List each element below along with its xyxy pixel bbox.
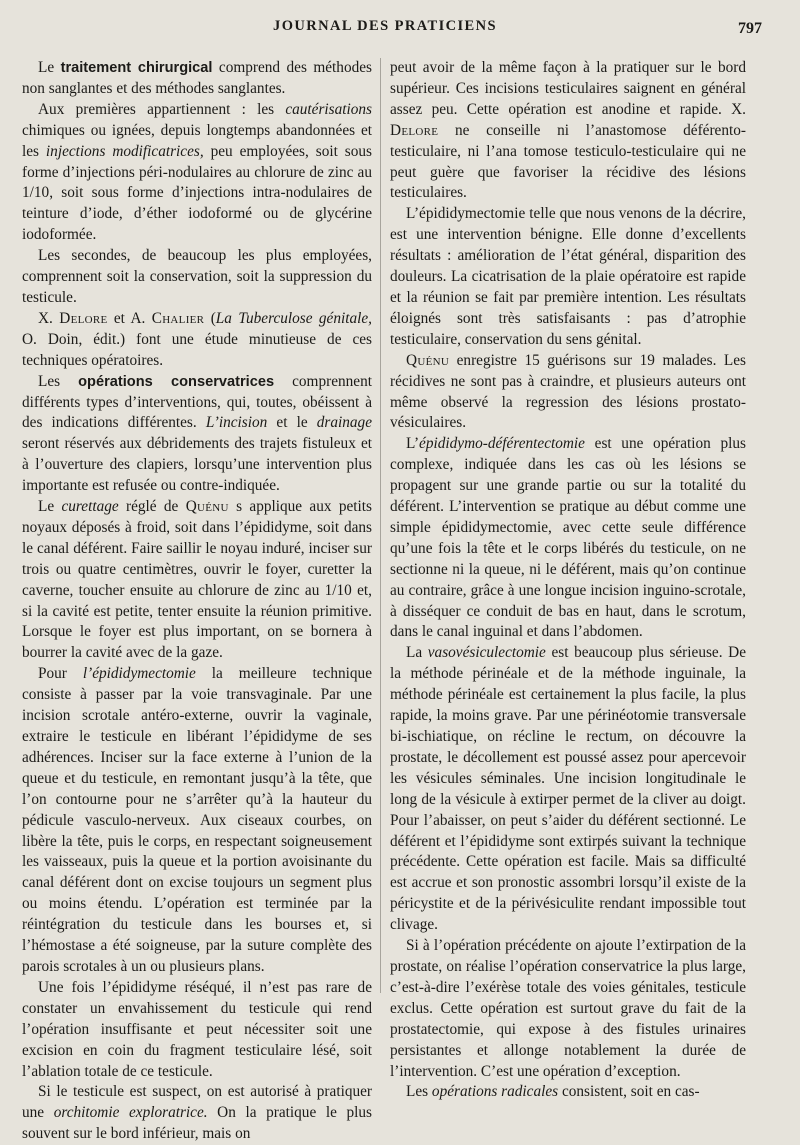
journal-title: JOURNAL DES PRATICIENS <box>273 18 497 34</box>
paragraph: peut avoir de la même façon à la pratiquer sur le bord supérieur. Ces incisions testiculaires saignent en général assez peu. Cette opération est anodine et rapide. X. Delore ne conseille ni l’anastomose déférento-testiculaire, ni l’ana tomose testiculo-testiculaire qui ne peut guère que favoriser la récidive des lésions testiculaires. <box>390 59 746 202</box>
right-column <box>390 58 746 1103</box>
paragraph: La vasovésiculectomie est beaucoup plus sérieuse. De la méthode périnéale et de la méthode inguinale, la méthode périnéale est certainement la plus facile, la plus rapide, la moins grave. Par une périnéotomie transversale bi-ischiatique, on récline le rectum, on découvre la prostate, le décollement est poussé assez pour apercevoir les vésicules séminales. Une incision longitudinale le long de la vésicule à extirper permet de la cliver au doigt. Pour l’abaisser, on peut s’aider du déférent sectionné. Le déférent et l’épididyme sont extirpés suivant la technique précédente. Cette opération est facile. Mais sa difficulté est accrue et son pronostic assombri lorsqu’il existe de la péricystite et de la périvésiculite rendant impossible tout clivage. <box>390 644 746 934</box>
section-heading: opérations conservatrices <box>78 373 275 390</box>
paragraph: Pour l’épididymectomie la meilleure technique consiste à passer par la voie transvaginale. Par une incision scrotale antéro-externe, ouvrir la vaginale, extraire le testicule en libérant l’épididyme de ses adhérences. Inciser sur la face externe à l’union de la queue et du testicule, en remontant jusqu’à la tête, que l’on contourne pour ne s’arrêter qu’à la hauteur du pédicule vasculo-nerveux. Aux ciseaux courbes, on libère la tête, puis le corps, en respectant soigneusement les vaisseaux, puis la queue et la portion avoisinante du canal déférent dont on excise toujours un segment plus ou moins étendu. L’opération est terminée par la réintégration du testicule dans les bourses et, si l’hémostase a été soigneuse, par la suture complète des parois scrotales à un ou plusieurs plans. <box>22 665 372 975</box>
running-header <box>0 18 800 42</box>
column-divider <box>380 58 381 993</box>
paragraph: Les secondes, de beaucoup les plus employées, comprennent soit la conservation, soit la suppression du testicule. <box>22 247 372 306</box>
paragraph: L’épididymectomie telle que nous venons de la décrire, est une intervention bénigne. Elle donne d’excellents résultats : amélioration de l’état général, disparition des douleurs. La cicatrisation de la plaie opératoire est rapide et la réunion se fait par première intention. Les résultats éloignés sont très satisfaisants : pas d’atrophie testiculaire, conservation du sens génital. <box>390 205 746 348</box>
reference-paragraph: X. Delore et A. Chalier (La Tuberculose génitale, O. Doin, édit.) font une étude minutieuse de ces techniques opératoires. <box>22 309 372 369</box>
paragraph: Les opérations conservatrices comprennent différents types d’interventions, qui, toutes, obéissent à des indications différentes. L’incision et le drainage seront réservés aux débridements des trajets fistuleux et à l’ouverture des clapiers, lorsqu’une intervention plus importante est refusée ou contre-indiquée. <box>22 372 372 495</box>
paragraph: Si le testicule est suspect, on est autorisé à pratiquer une orchitomie exploratrice. On la pratique le plus souvent sur le bord inférieur, mais on <box>22 1083 372 1143</box>
paragraph: Quénu enregistre 15 guérisons sur 19 malades. Les récidives ne sont pas à craindre, et plusieurs auteurs ont même observé la regression des lésions prostato-vésiculaires. <box>390 351 746 432</box>
paragraph: Les opérations radicales consistent, soit en cas- <box>406 1083 700 1101</box>
paragraph: Une fois l’épididyme réséqué, il n’est pas rare de constater un envahissement du testicule qui rend l’opération insuffisante et peut nécessiter soit une excision en coin du fragment testiculaire lésé, soit l’ablation totale de ce testicule. <box>22 978 372 1080</box>
paragraph: Aux premières appartiennent : les cautérisations chimiques ou ignées, depuis longtemps abandonnées et les injections modificatrices, peu employées, soit sous forme d’injections péri-nodulaires au chlorure de zinc au 1/10, soit sous forme d’injections intra-nodulaires de teinture d’iode, d’éther iodoformé ou de glycérine iodoformée. <box>22 100 372 244</box>
left-column <box>22 58 372 1145</box>
paragraph: L’épididymo-déférentectomie est une opération plus complexe, indiquée dans les cas où les lésions se propagent sur une grande partie ou sur la totalité du déférent. L’intervention se pratique au début comme une simple épididymectomie, avec cette seule différence qu’une fois la tête et le corps libérés du testicule, on ne sectionne ni la queue, ni le déférent, mais qu’on continue au contraire, grâce à une longue incision inguino-scrotale, à disséquer ce conduit de bas en haut, dans le scrotum, dans le canal inguinal et dans l’abdomen. <box>390 435 746 641</box>
page-number: 797 <box>738 20 762 37</box>
section-heading: traitement chirurgical <box>60 60 213 76</box>
paragraph: Le traitement chirurgical comprend des méthodes non sanglantes et des méthodes sanglantes. <box>22 59 372 97</box>
paragraph: Si à l’opération précédente on ajoute l’extirpation de la prostate, on réalise l’opération conservatrice la plus large, c’est-à-dire l’exérèse totale des voies génitales, testicule exclus. Cette opération est surtout grave du fait de la prostatectomie, qui expose à des fistules urinaires persistantes et allonge notablement la durée de l’intervention. C’est une opération d’exception. <box>390 937 746 1080</box>
paragraph: Le curettage réglé de Quénu s applique aux petits noyaux déposés à froid, soit dans l’épididyme, soit dans le canal déférent. Faire saillir le noyau induré, inciser sur trois ou quatre centimètres, ouvrir le foyer, curetter la caverne, toucher ensuite au chlorure de zinc au 1/10 et, si la cavité est petite, tenter ensuite la réunion primitive. Lorsque le foyer est plus important, on se bornera à bourrer la cavité avec de la gaze. <box>22 498 372 662</box>
